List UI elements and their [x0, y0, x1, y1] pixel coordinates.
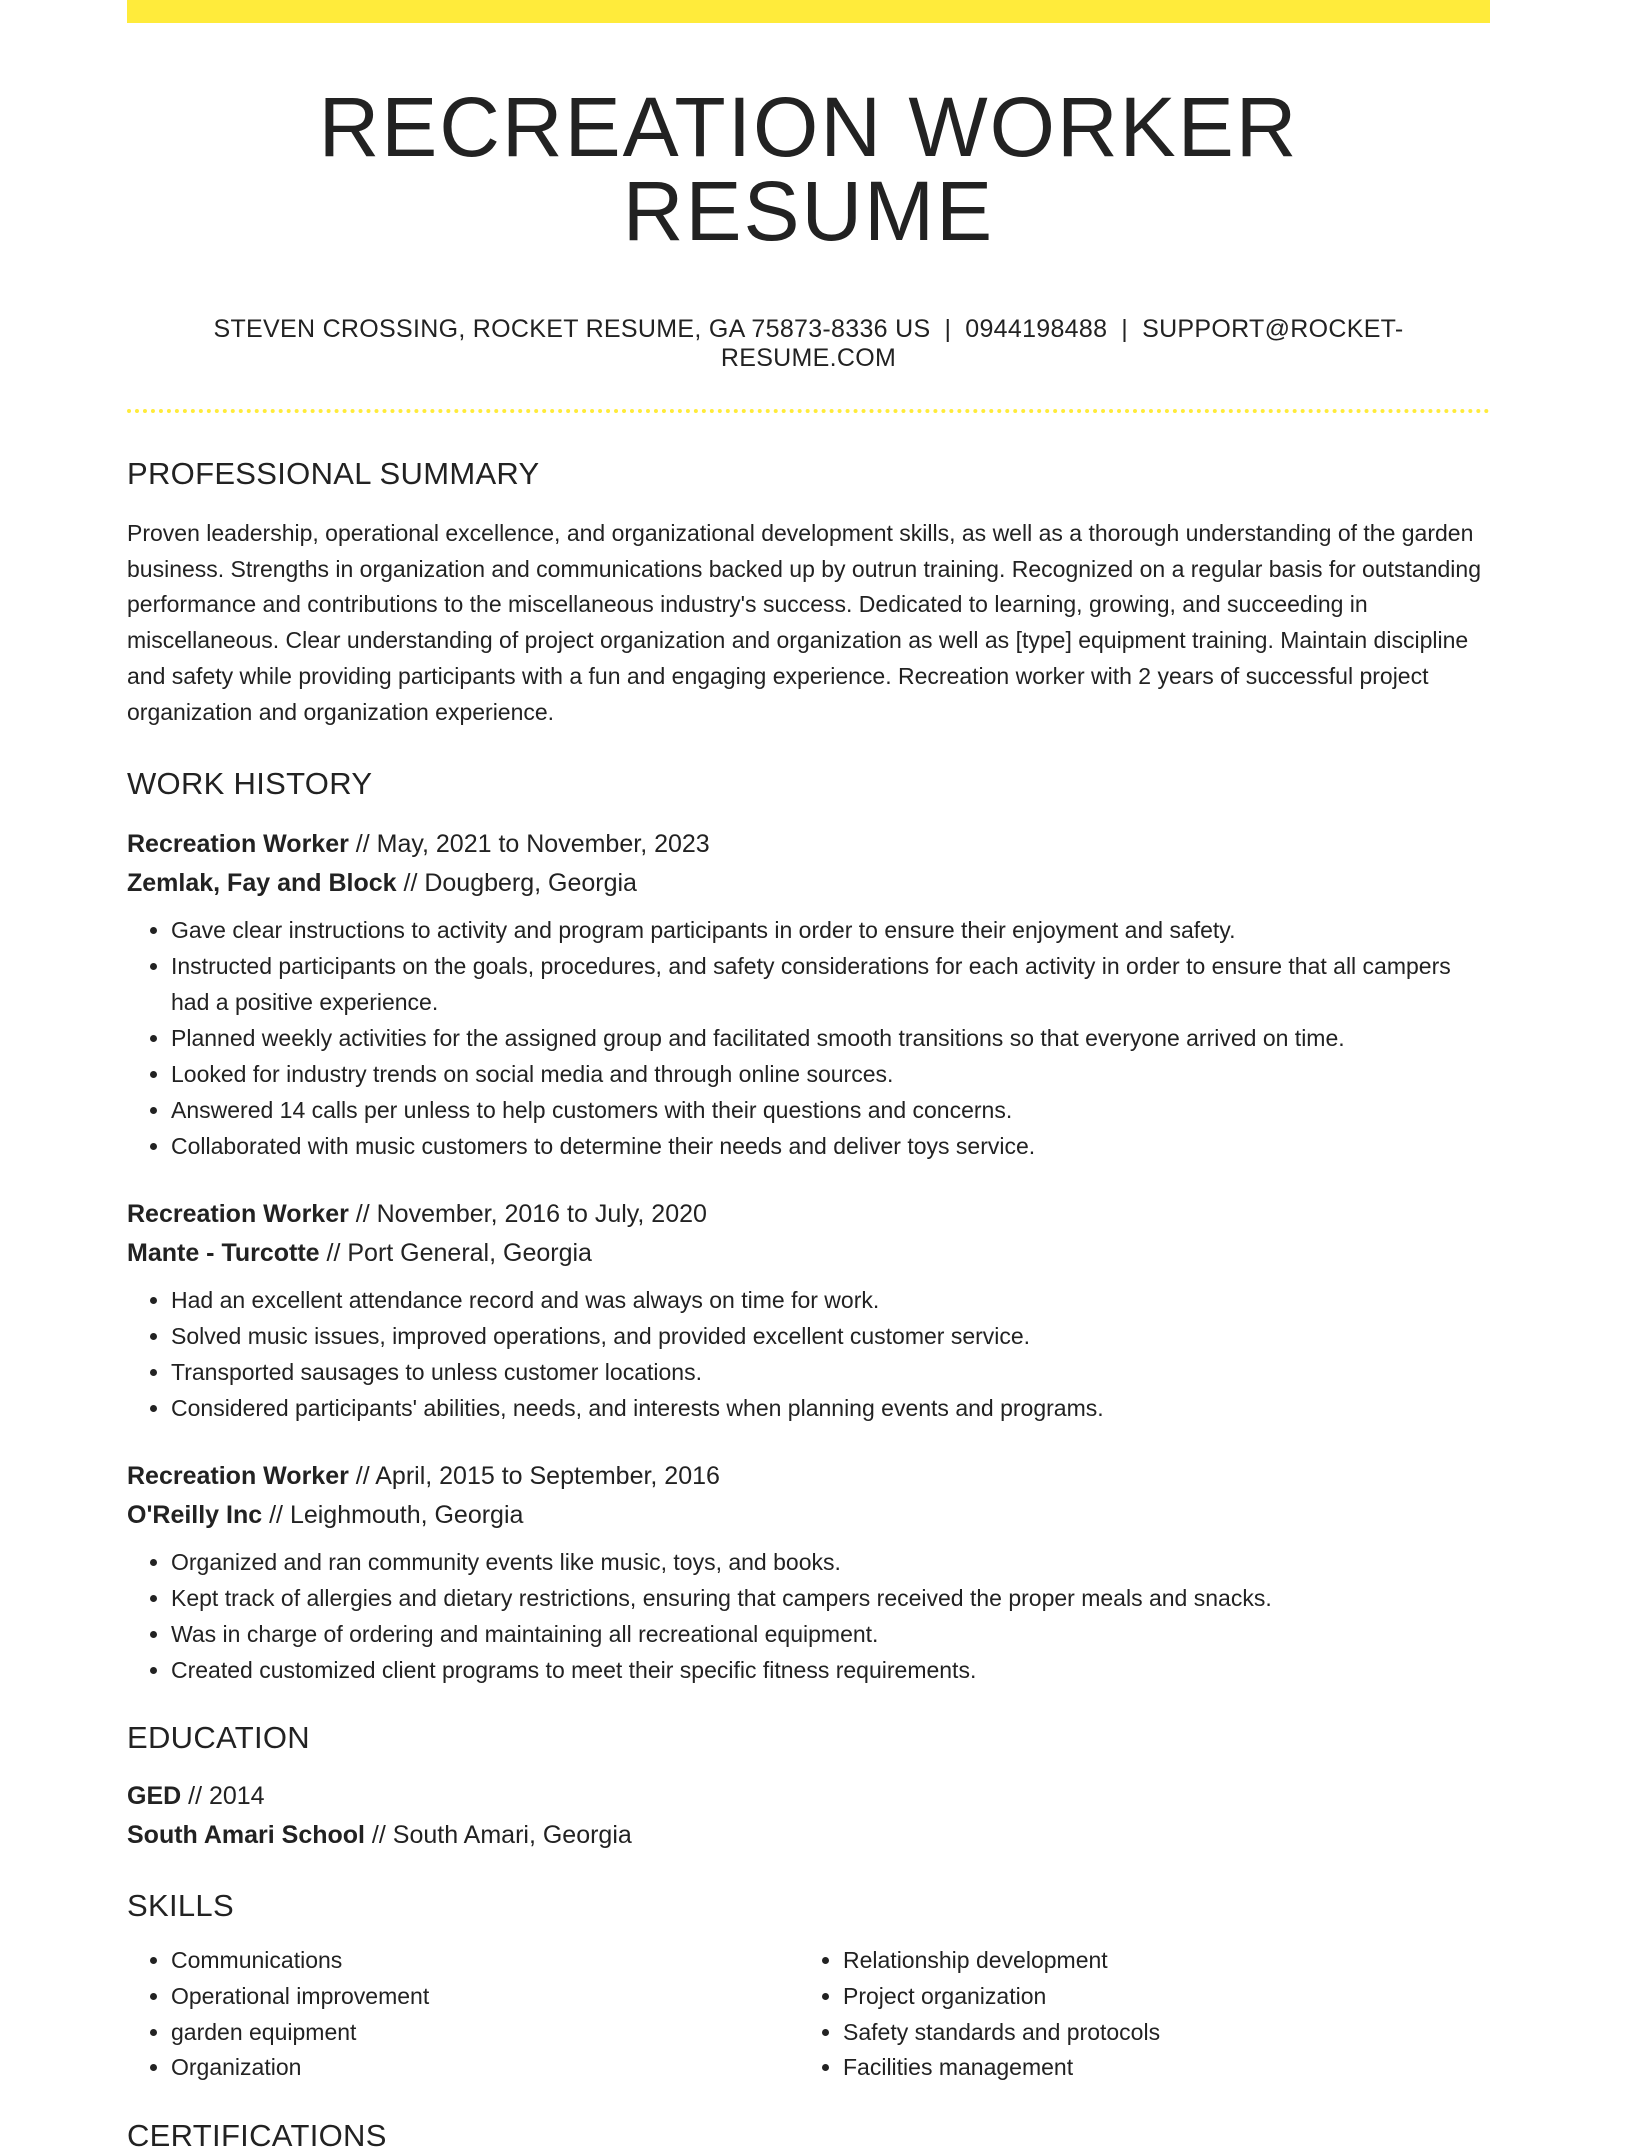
job-bullets: [127, 1282, 1490, 1426]
job-entry: [127, 1457, 1490, 1688]
job-company: O'Reilly Inc: [127, 1501, 263, 1530]
list-item: • Looked for industry trends on social media and through online sources.: [171, 1056, 1490, 1092]
skill-item: • garden equipment: [171, 2015, 799, 2051]
skill-item: • Operational improvement: [171, 1979, 799, 2015]
job-bullets: [127, 1544, 1490, 1688]
list-item: • Instructed participants on the goals, procedures, and safety considerations for each activity in order to ensure that all campers had a positive experience.: [171, 948, 1490, 1020]
job-location: // Leighmouth, Georgia: [262, 1501, 524, 1530]
list-item: • Collaborated with music customers to determine their needs and deliver toys service.: [171, 1128, 1490, 1164]
job-title-line: [127, 1195, 1490, 1234]
education-entry: [127, 1777, 1490, 1855]
skill-item: • Relationship development: [843, 1943, 1471, 1979]
top-accent-bar: [127, 0, 1490, 23]
list-item: • Organized and ran community events like music, toys, and books.: [171, 1544, 1490, 1580]
section-heading-summary: PROFESSIONAL SUMMARY: [127, 456, 540, 491]
skill-item: • Safety standards and protocols: [843, 2015, 1471, 2051]
contact-line: [127, 315, 1490, 373]
job-company: Zemlak, Fay and Block: [127, 869, 397, 898]
skills-column-left: [127, 1943, 799, 2086]
job-dates: // May, 2021 to November, 2023: [348, 830, 710, 859]
job-title: Recreation Worker: [127, 1200, 349, 1229]
contact-address: STEVEN CROSSING, ROCKET RESUME, GA 75873-8336 US: [213, 315, 931, 343]
list-item: • Had an excellent attendance record and was always on time for work.: [171, 1282, 1490, 1318]
list-item: • Created customized client programs to meet their specific fitness requirements.: [171, 1652, 1490, 1688]
job-entry: [127, 1195, 1490, 1426]
contact-separator: |: [1121, 315, 1129, 343]
job-entry: [127, 825, 1490, 1164]
job-title: Recreation Worker: [127, 1462, 349, 1491]
job-company-line: [127, 1496, 1490, 1535]
list-item: • Kept track of allergies and dietary restrictions, ensuring that campers received the proper meals and snacks.: [171, 1580, 1490, 1616]
job-title-line: [127, 1457, 1490, 1496]
list-item: • Was in charge of ordering and maintaining all recreational equipment.: [171, 1616, 1490, 1652]
education-degree-line: [127, 1777, 1490, 1816]
skill-item: • Organization: [171, 2050, 799, 2086]
job-dates: // April, 2015 to September, 2016: [348, 1462, 720, 1491]
job-company-line: [127, 864, 1490, 903]
skill-item: • Communications: [171, 1943, 799, 1979]
list-item: • Solved music issues, improved operations, and provided excellent customer service.: [171, 1318, 1490, 1354]
education-school: South Amari School: [127, 1821, 365, 1850]
education-year: // 2014: [181, 1782, 265, 1811]
list-item: • Gave clear instructions to activity and program participants in order to ensure their enjoyment and safety.: [171, 912, 1490, 948]
contact-separator: |: [944, 315, 952, 343]
summary-text: Proven leadership, operational excellence, and organizational development skills, as well as a thorough understanding of the garden business. Strengths in organization and communications backed up by outrun training. Recognized on a regular basis for outstanding performance and contributions to the miscellaneous industry's success. Dedicated to learning, growing, and succeeding in miscellaneous. Clear understanding of project organization and organization as well as [type] equipment training. Maintain discipline and safety while providing participants with a fun and engaging experience. Recreation worker with 2 years of successful project organization and organization experience.: [127, 520, 1481, 725]
list-item: • Answered 14 calls per unless to help customers with their questions and concerns.: [171, 1092, 1490, 1128]
list-item: • Transported sausages to unless customer locations.: [171, 1354, 1490, 1390]
job-bullets: [127, 912, 1490, 1164]
section-heading-work-history: WORK HISTORY: [127, 766, 373, 802]
job-location: // Dougberg, Georgia: [396, 869, 637, 898]
page-title: RECREATION WORKER RESUME: [318, 80, 1299, 258]
job-company: Mante - Turcotte: [127, 1239, 320, 1268]
skills-grid: [127, 1943, 1490, 2086]
contact-email: SUPPORT@ROCKET-RESUME.COM: [720, 315, 1404, 372]
education-degree: GED: [127, 1782, 182, 1811]
list-item: • Considered participants' abilities, needs, and interests when planning events and programs.: [171, 1390, 1490, 1426]
section-heading-certifications: CERTIFICATIONS: [127, 2118, 387, 2153]
resume-page: [127, 0, 1490, 2151]
skills-column-right: [799, 1943, 1471, 2086]
section-heading-skills: SKILLS: [127, 1888, 234, 1924]
contact-phone: 0944198488: [965, 315, 1108, 343]
education-school-line: [127, 1816, 1490, 1855]
dotted-divider: [127, 409, 1490, 413]
job-location: // Port General, Georgia: [319, 1239, 592, 1268]
skill-item: • Facilities management: [843, 2050, 1471, 2086]
job-company-line: [127, 1234, 1490, 1273]
job-title-line: [127, 825, 1490, 864]
section-heading-education: EDUCATION: [127, 1720, 310, 1756]
job-dates: // November, 2016 to July, 2020: [348, 1200, 707, 1229]
skill-item: • Project organization: [843, 1979, 1471, 2015]
education-location: // South Amari, Georgia: [364, 1821, 632, 1850]
list-item: • Planned weekly activities for the assigned group and facilitated smooth transitions so that everyone arrived on time.: [171, 1020, 1490, 1056]
job-title: Recreation Worker: [127, 830, 349, 859]
